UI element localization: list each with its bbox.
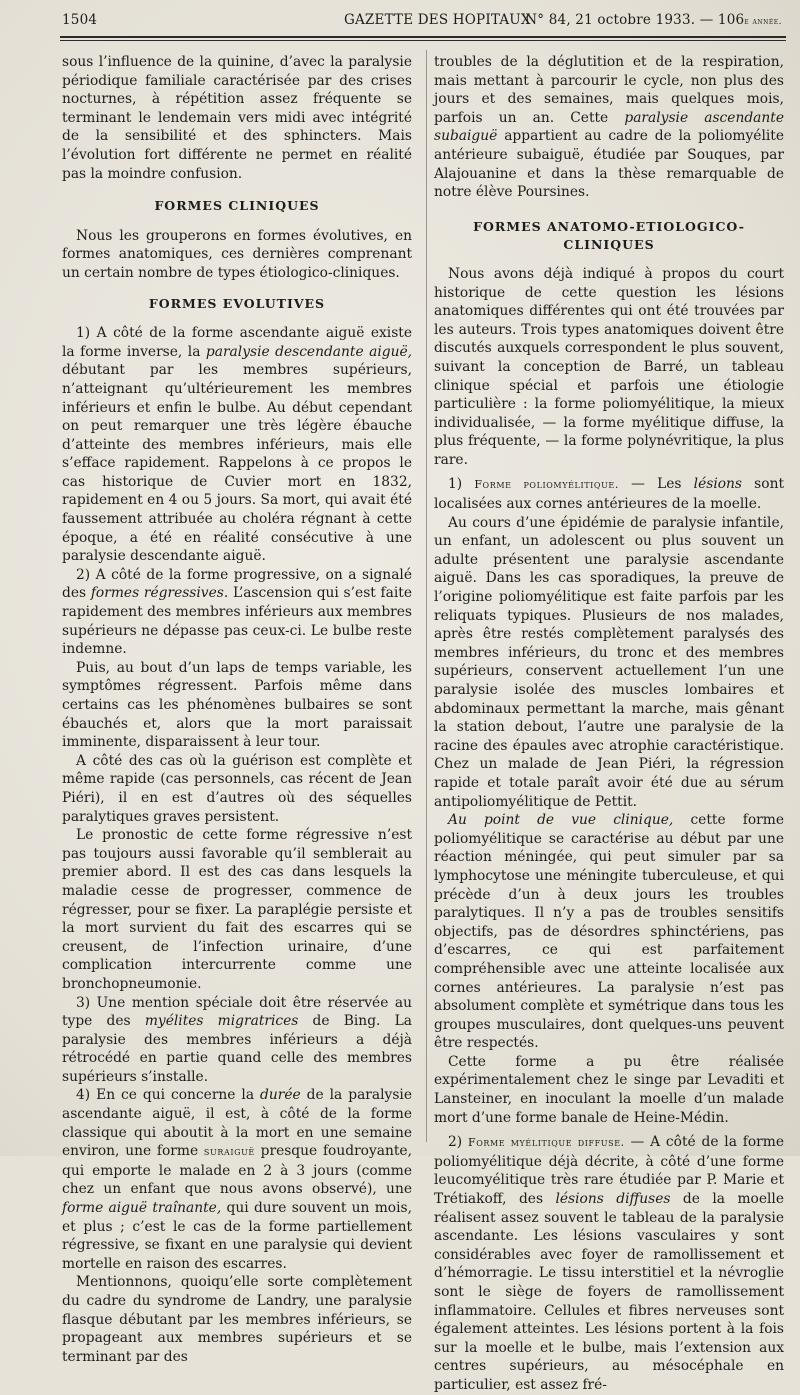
text-run: 4) En ce qui concerne la: [76, 1087, 261, 1104]
paragraph: A côté des cas où la guérison est complète et même rapide (cas personnels, cas récent de Jean Piéri), il en est d’autres où des séquelles paralytiques graves persistent.: [62, 752, 412, 825]
emphasis: lésions: [693, 476, 743, 493]
text-run: de Bing. La paralysie des membres inférieurs a déjà rétrocédé en partie quand celle des membres supérieurs s’installe.: [62, 1013, 413, 1085]
text-run: 1) A côté de la forme ascendante aiguë existe la forme inverse, la: [62, 325, 412, 360]
small-caps-run: Forme poliomyélitique.: [474, 478, 619, 492]
paragraph: [434, 1133, 784, 1394]
paragraph: sous l’influence de la quinine, d’avec la paralysie périodique familiale caractérisée par des crises nocturnes, à répétition assez fréquente se terminant le lendemain vers midi avec intégrité de la sensibilité et des sphincters. Mais l’évolution fort différente ne permet en réalité pas la moindre confusion.: [62, 54, 412, 182]
column-divider: [426, 50, 427, 1142]
paragraph: [62, 566, 412, 659]
journal-title: GAZETTE DES HOPITAUX: [344, 12, 531, 28]
text-run: sont localisées aux cornes antérieures de la moelle.: [434, 476, 784, 513]
paragraph: Cette forme a pu être réalisée expérimentalement chez le singe par Levaditi et Lansteiner, en inoculant la moelle d’un malade mort d’une forme banale de Heine-Médin.: [434, 1053, 784, 1126]
emphasis: formes régressives.: [90, 585, 229, 602]
text-run: 2): [448, 1134, 468, 1151]
paragraph: [434, 53, 784, 202]
issue-suffix: e année.: [744, 17, 782, 27]
paragraph: [62, 324, 412, 566]
issue-text: N° 84, 21 octobre 1933. — 106: [525, 12, 745, 28]
section-heading-formes-cliniques: FORMES CLINIQUES: [154, 198, 320, 214]
emphasis: myélites migratrices: [144, 1013, 299, 1030]
text-run: presque foudroyante, qui emporte le malade en 2 à 3 jours (comme chez un enfant que nous avons observé), une: [62, 1143, 412, 1198]
paragraph: Mentionnons, quoiqu’elle sorte complètement du cadre du syndrome de Landry, une paralysie flasque débutant par les membres inférieurs, se propageant aux membres supérieurs et se terminant par des: [62, 1274, 412, 1365]
paragraph: Au cours d’une épidémie de paralysie infantile, un enfant, un adolescent ou plus souvent un adulte présentent une paralysie ascendante aiguë. Dans les cas sporadiques, la preuve de l’origine poliomyélitique est faite parfois par les reliquats typiques. Plusieurs de nos malades, après être restés complètement paralysés des membres inférieurs, du tronc et des membres supérieurs, conservent actuellement l’un une paralysie isolée des muscles lombaires et abdominaux permettant la marche, mais gênant la station debout, l’autre une paralysie de la racine des épaules avec atrophie caractéristique. Chez un malade de Jean Piéri, la régression rapide et totale paraît avoir été due au sérum antipoliomyélitique de Pettit.: [434, 514, 784, 810]
emphasis: lésions diffuses: [555, 1191, 671, 1208]
emphasis: paralysie descendante aiguë,: [205, 343, 413, 360]
text-run: cette forme poliomyélitique se caractérise au début par une réaction méningée, qui peut simuler par sa lymphocytose une méningite tuberculeuse, et qui précède d’un à deux jours les troubles paralytiques. Il n’y a pas de troubles sensitifs objectifs, pas de désordres sphinctériens, pas d’escarres, ce qui est parfaitement compréhensible avec une atteinte localisée aux cornes antérieures. La paralysie n’est pas absolument complète et symétrique dans tous les groupes musculaires, dont quelques-uns peuvent être respectés.: [434, 812, 784, 1052]
text-run: débutant par les membres supérieurs, n’atteignant qu’ultérieurement les membres inférieurs et enfin le bulbe. Au début cependant on peut remarquer une très légère ébauche d’atteinte des membres inférieurs, mais elle s’efface rapidement. Rappelons à ce propos le cas historique de Cuvier mort en 1832, rapidement en 4 ou 5 jours. Sa mort, qui avait été faussement attribuée au choléra régnant à cette époque, a été en réalité consécutive à une paralysie descendante aiguë.: [62, 362, 412, 565]
emphasis: forme aiguë traînante,: [62, 1200, 222, 1217]
text-run: qui dure souvent un mois, et plus ; c’est le cas de la forme partiellement régressive, se fixant en une paralysie qui devient mortelle en raison des escarres.: [62, 1200, 412, 1272]
header-rule-thin: [60, 40, 786, 41]
paragraph: [434, 475, 784, 513]
paragraph: Nous les grouperons en formes évolutives, en formes anatomiques, ces dernières comprenant un certain nombre de types étiologico-cliniques.: [62, 227, 412, 281]
text-run: de la paralysie ascendante aiguë, il est, à côté de la forme classique qui aboutit à la mort en une semaine environ, une forme: [62, 1087, 412, 1160]
paragraph: [62, 1086, 412, 1273]
text-run: 3) Une mention spéciale doit être réservée au type des: [62, 994, 412, 1030]
text-run: 2) A côté de la forme progressive, on a signalé des: [62, 566, 412, 602]
right-column: [434, 53, 784, 1395]
page-header: [62, 12, 784, 34]
small-caps-run: suraiguë: [203, 1145, 255, 1159]
text-run: de la moelle réalisent assez souvent le tableau de la paralysie ascendante. Les lésions vasculaires y sont considérables avec foyer de ramollissement et d’hémorragie. Le tissu interstitiel et la névroglie sont le siège de foyers de ramollissement inflammatoire. Cellules et fibres nerveuses sont également atteintes. Les lésions portent à la fois sur la moelle et le bulbe, mais l’extension aux centres supérieurs, au mésocéphale en particulier, est assez fré-: [434, 1191, 784, 1393]
paragraph: [434, 811, 784, 1053]
paragraph: Puis, au bout d’un laps de temps variable, les symptômes régressent. Parfois même dans certains cas les phénomènes bulbaires se sont ébauchés et, alors que la mort paraissait imminente, disparaissent à leur tour.: [62, 659, 412, 751]
text-run: L’ascension qui s’est faite rapidement des membres inférieurs aux membres supérieurs ne dépasse pas ceux-ci. Le bulbe reste indemne.: [62, 585, 412, 658]
left-column: [62, 53, 412, 1366]
section-heading-formes-evolutives: FORMES EVOLUTIVES: [148, 295, 326, 311]
emphasis: Au point de vue clinique,: [448, 812, 674, 829]
text-run: — Les: [618, 476, 694, 493]
paragraph: Le pronostic de cette forme régressive n’est pas toujours aussi favorable qu’il semblerait au premier abord. Il est des cas dans lesquels la maladie cesse de progresser, commence de régresser, pour se fixer. La paraplégie persiste et la mort survient du fait des escarres qui se creusent, de l’infection urinaire, d’une complication intercurrente comme une bronchopneumonie.: [62, 827, 412, 992]
paragraph: Nous avons déjà indiqué à propos du court historique de cette question les lésions anatomiques différentes qui ont été trouvées par les auteurs. Trois types anatomiques doivent être discutés auxquels correspondent le plus souvent, suivant la conception de Barré, un tableau clinique spécial et parfois une étiologie particulière : la forme poliomyélitique, la mieux individualisée, — la forme myélitique diffuse, la plus fréquente, — la forme polynévritique, la plus rare.: [434, 265, 784, 468]
emphasis: durée: [260, 1087, 301, 1104]
small-caps-run: Forme myélitique diffuse.: [467, 1136, 625, 1150]
emphasis: paralysie ascendante subaiguë: [434, 109, 784, 145]
paragraph: [62, 994, 412, 1087]
text-run: appartient au cadre de la poliomyélite antérieure subaiguë, étudiée par Souques, par Alajouanine et dans la thèse remarquable de notre élève Poursines.: [434, 128, 784, 201]
text-run: 1): [448, 476, 475, 493]
header-rule-thick: [60, 36, 786, 38]
text-run: — A côté de la forme poliomyélitique déjà décrite, à côté d’une forme leucomyélitique très rare étudiée par P. Marie et Trétiakoff, des: [434, 1134, 784, 1208]
text-run: troubles de la déglutition et de la respiration, mais mettant à parcourir le cycle, non plus des jours et des semaines, mais quelques mois, parfois un an. Cette: [434, 54, 784, 126]
section-heading-formes-anatomo: FORMES ANATOMO-ETIOLOGICO-CLINIQUES: [473, 218, 745, 253]
page-number: 1504: [62, 12, 98, 28]
issue-line: [525, 12, 782, 28]
